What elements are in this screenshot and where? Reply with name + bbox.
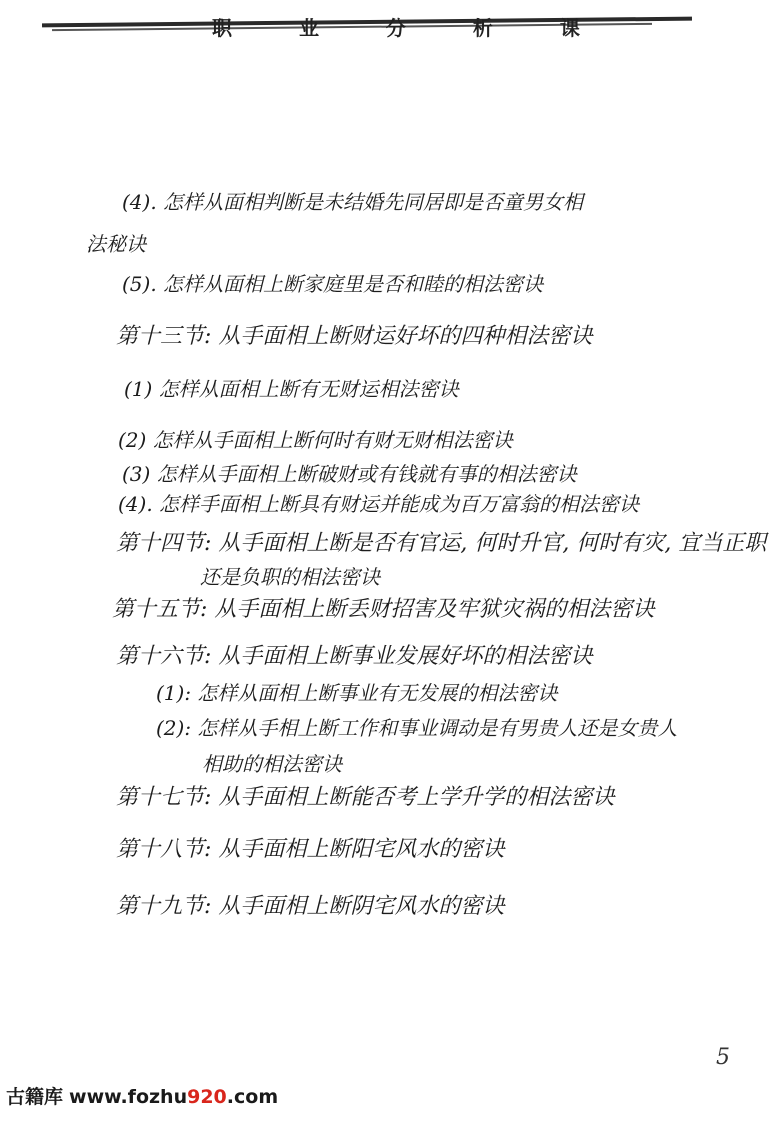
toc-line-1: (4). 怎样从面相判断是未结婚先同居即是否童男女相 xyxy=(122,190,584,214)
toc-line-15: 相助的相法密诀 xyxy=(202,752,342,776)
toc-line-8: (4). 怎样手面相上断具有财运并能成为百万富翁的相法密诀 xyxy=(118,492,640,516)
toc-line-5: (1) 怎样从面相上断有无财运相法密诀 xyxy=(124,377,459,401)
watermark xyxy=(0,1080,306,1114)
toc-line-10: 还是负职的相法密诀 xyxy=(200,565,380,589)
page-number: 5 xyxy=(716,1045,730,1070)
toc-line-6: (2) 怎样从手面相上断何时有财无财相法密诀 xyxy=(118,428,513,452)
watermark-site-number: 920 xyxy=(187,1086,227,1108)
toc-section-15: 第十五节: 从手面相上断丢财招害及牢狱灾祸的相法密诀 xyxy=(112,597,655,622)
toc-line-7: (3) 怎样从手面相上断破财或有钱就有事的相法密诀 xyxy=(122,462,577,486)
toc-line-2: 法秘诀 xyxy=(86,232,146,256)
watermark-site-suffix: .com xyxy=(226,1086,279,1108)
toc-section-19: 第十九节: 从手面相上断阴宅风水的密诀 xyxy=(116,894,505,919)
toc-line-3: (5). 怎样从面相上断家庭里是否和睦的相法密诀 xyxy=(122,272,544,296)
header-text: 职 业 分 析 课 xyxy=(212,16,610,38)
toc-section-16: 第十六节: 从手面相上断事业发展好坏的相法密诀 xyxy=(116,644,593,669)
toc-section-18: 第十八节: 从手面相上断阳宅风水的密诀 xyxy=(116,837,505,862)
toc-line-13: (1): 怎样从面相上断事业有无发展的相法密诀 xyxy=(156,681,558,705)
toc-section-14: 第十四节: 从手面相上断是否有官运, 何时升官, 何时有灾, 宜当正职 xyxy=(116,531,767,556)
watermark-site-prefix: www.fozhu xyxy=(69,1086,188,1108)
header-scan-strip xyxy=(42,0,692,38)
toc-line-14: (2): 怎样从手相上断工作和事业调动是有男贵人还是女贵人 xyxy=(156,716,678,740)
watermark-brand: 古籍库 xyxy=(6,1086,64,1108)
toc-section-17: 第十七节: 从手面相上断能否考上学升学的相法密诀 xyxy=(116,785,615,810)
toc-section-13: 第十三节: 从手面相上断财运好坏的四种相法密诀 xyxy=(116,324,593,349)
